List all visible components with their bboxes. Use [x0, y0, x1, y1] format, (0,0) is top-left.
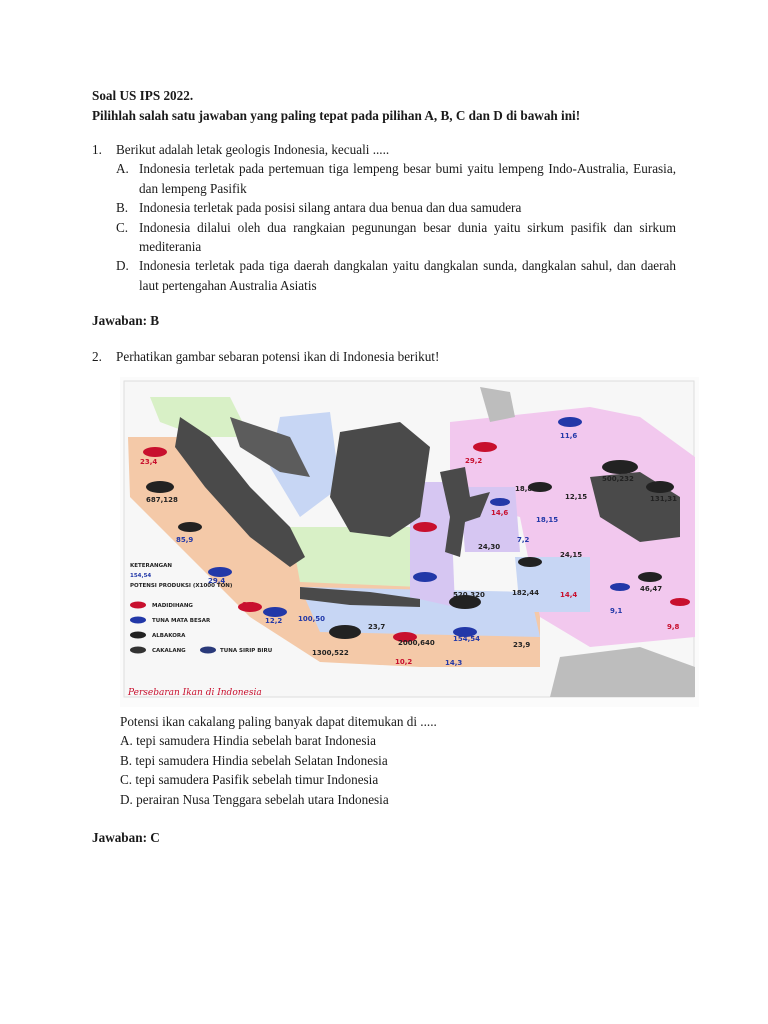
- option-a: A. tepi samudera Hindia sebelah barat Indonesia: [120, 733, 376, 749]
- value-label: 2000,640: [398, 639, 435, 647]
- value-label: 29,2: [465, 457, 483, 465]
- value-label: 687,128: [146, 496, 178, 504]
- option-text: Indonesia terletak pada pertemuan tiga lempeng besar bumi yaitu lempeng Indo-Australia, Eurasia, dan lempeng Pasifik: [139, 161, 676, 196]
- value-label: 7,2: [517, 536, 530, 544]
- value-label: 23,9: [513, 641, 531, 649]
- option-text: Indonesia terletak pada tiga daerah dangkalan yaitu dangkalan sunda, dangkalan sahul, dan daerah laut pertengahan Australia Asiatis: [139, 258, 676, 293]
- option-c: C. tepi samudera Pasifik sebelah timur Indonesia: [120, 772, 379, 788]
- option-b: [116, 198, 676, 217]
- question-2-prompt: Potensi ikan cakalang paling banyak dapat ditemukan di .....: [120, 714, 437, 729]
- legend-subtitle: POTENSI PRODUKSI (X1000 TON): [130, 583, 233, 589]
- value-label: 154,54: [453, 635, 481, 643]
- value-label: 500,232: [602, 475, 634, 483]
- value-label: 9,8: [667, 623, 680, 631]
- option-text: Indonesia dilalui oleh dua rangkaian pegunungan besar dunia yaitu sirkum pasifik dan sirkum mediterania: [139, 219, 676, 255]
- value-label: 11,6: [560, 432, 578, 440]
- value-label: 8,4: [242, 601, 255, 609]
- sunda-lightgreen-area: [290, 527, 420, 587]
- legend-item-tuna-mata-besar: TUNA MATA BESAR: [152, 618, 211, 624]
- question-text: Perhatikan gambar sebaran potensi ikan di Indonesia berikut!: [116, 349, 440, 365]
- option-text: Indonesia terletak pada posisi silang antara dua benua dan dua samudera: [139, 200, 522, 216]
- value-label: 23,7: [368, 623, 386, 631]
- fish-distribution-map: [120, 377, 699, 707]
- option-a: [116, 159, 676, 198]
- value-label: 14,4: [560, 591, 578, 599]
- value-label: 9,1: [610, 607, 623, 615]
- question-2: [92, 347, 676, 366]
- kalimantan-land: [330, 422, 430, 537]
- option-letter: A.: [116, 161, 129, 177]
- value-label: 182,44: [512, 589, 540, 597]
- document-page: [92, 86, 676, 367]
- value-label: 18,8: [515, 485, 533, 493]
- instruction: Pilihlah salah satu jawaban yang paling tepat pada pilihan A, B, C dan D di bawah ini!: [92, 108, 581, 123]
- option-letter: C.: [116, 219, 129, 235]
- legend-item-albakora: ALBAKORA: [152, 633, 186, 639]
- document-title: Soal US IPS 2022.: [92, 88, 194, 103]
- value-label: 24,15: [560, 551, 583, 559]
- option-d: [116, 256, 676, 295]
- option-letter: D.: [116, 258, 129, 274]
- question-1: [92, 140, 676, 331]
- legend-item-cakalang: CAKALANG: [152, 648, 186, 654]
- option-b: B. tepi samudera Hindia sebelah Selatan Indonesia: [120, 752, 388, 768]
- value-label: 85,9: [176, 536, 194, 544]
- value-label: 1300,522: [312, 649, 349, 657]
- value-label: 23,4: [140, 458, 158, 466]
- value-label: 18,15: [536, 516, 559, 524]
- legend-sample: 154,54: [130, 573, 152, 579]
- option-letter: B.: [116, 200, 129, 216]
- value-label: 14,3: [445, 659, 463, 667]
- value-label: 131,31: [650, 495, 678, 503]
- option-d: D. perairan Nusa Tenggara sebelah utara Indonesia: [120, 791, 389, 807]
- value-label: 12,2: [265, 617, 283, 625]
- value-label: 29,4: [208, 577, 226, 585]
- legend-item-tuna-sirip-biru: TUNA SIRIP BIRU: [220, 648, 273, 654]
- value-label: 10,2: [395, 658, 413, 666]
- question-text: Berikut adalah letak geologis Indonesia, kecuali .....: [116, 142, 390, 157]
- value-label: 14,6: [491, 509, 509, 517]
- answer-2: Jawaban: C: [92, 830, 160, 845]
- value-label: 24,30: [478, 543, 501, 551]
- value-label: 12,15: [565, 493, 588, 501]
- value-label: 520,320: [453, 591, 485, 599]
- map-caption: Persebaran Ikan di Indonesia: [128, 688, 262, 698]
- question-number: 1.: [92, 142, 102, 157]
- legend-title: KETERANGAN: [130, 563, 172, 569]
- question-number: 2.: [92, 349, 102, 365]
- legend-item-madidihang: MADIDIHANG: [152, 603, 193, 609]
- value-label: 100,50: [298, 615, 326, 623]
- option-c: [116, 218, 676, 257]
- answer-1: Jawaban: B: [92, 313, 160, 329]
- question-2-options: [120, 712, 437, 809]
- value-label: 46,47: [640, 585, 663, 593]
